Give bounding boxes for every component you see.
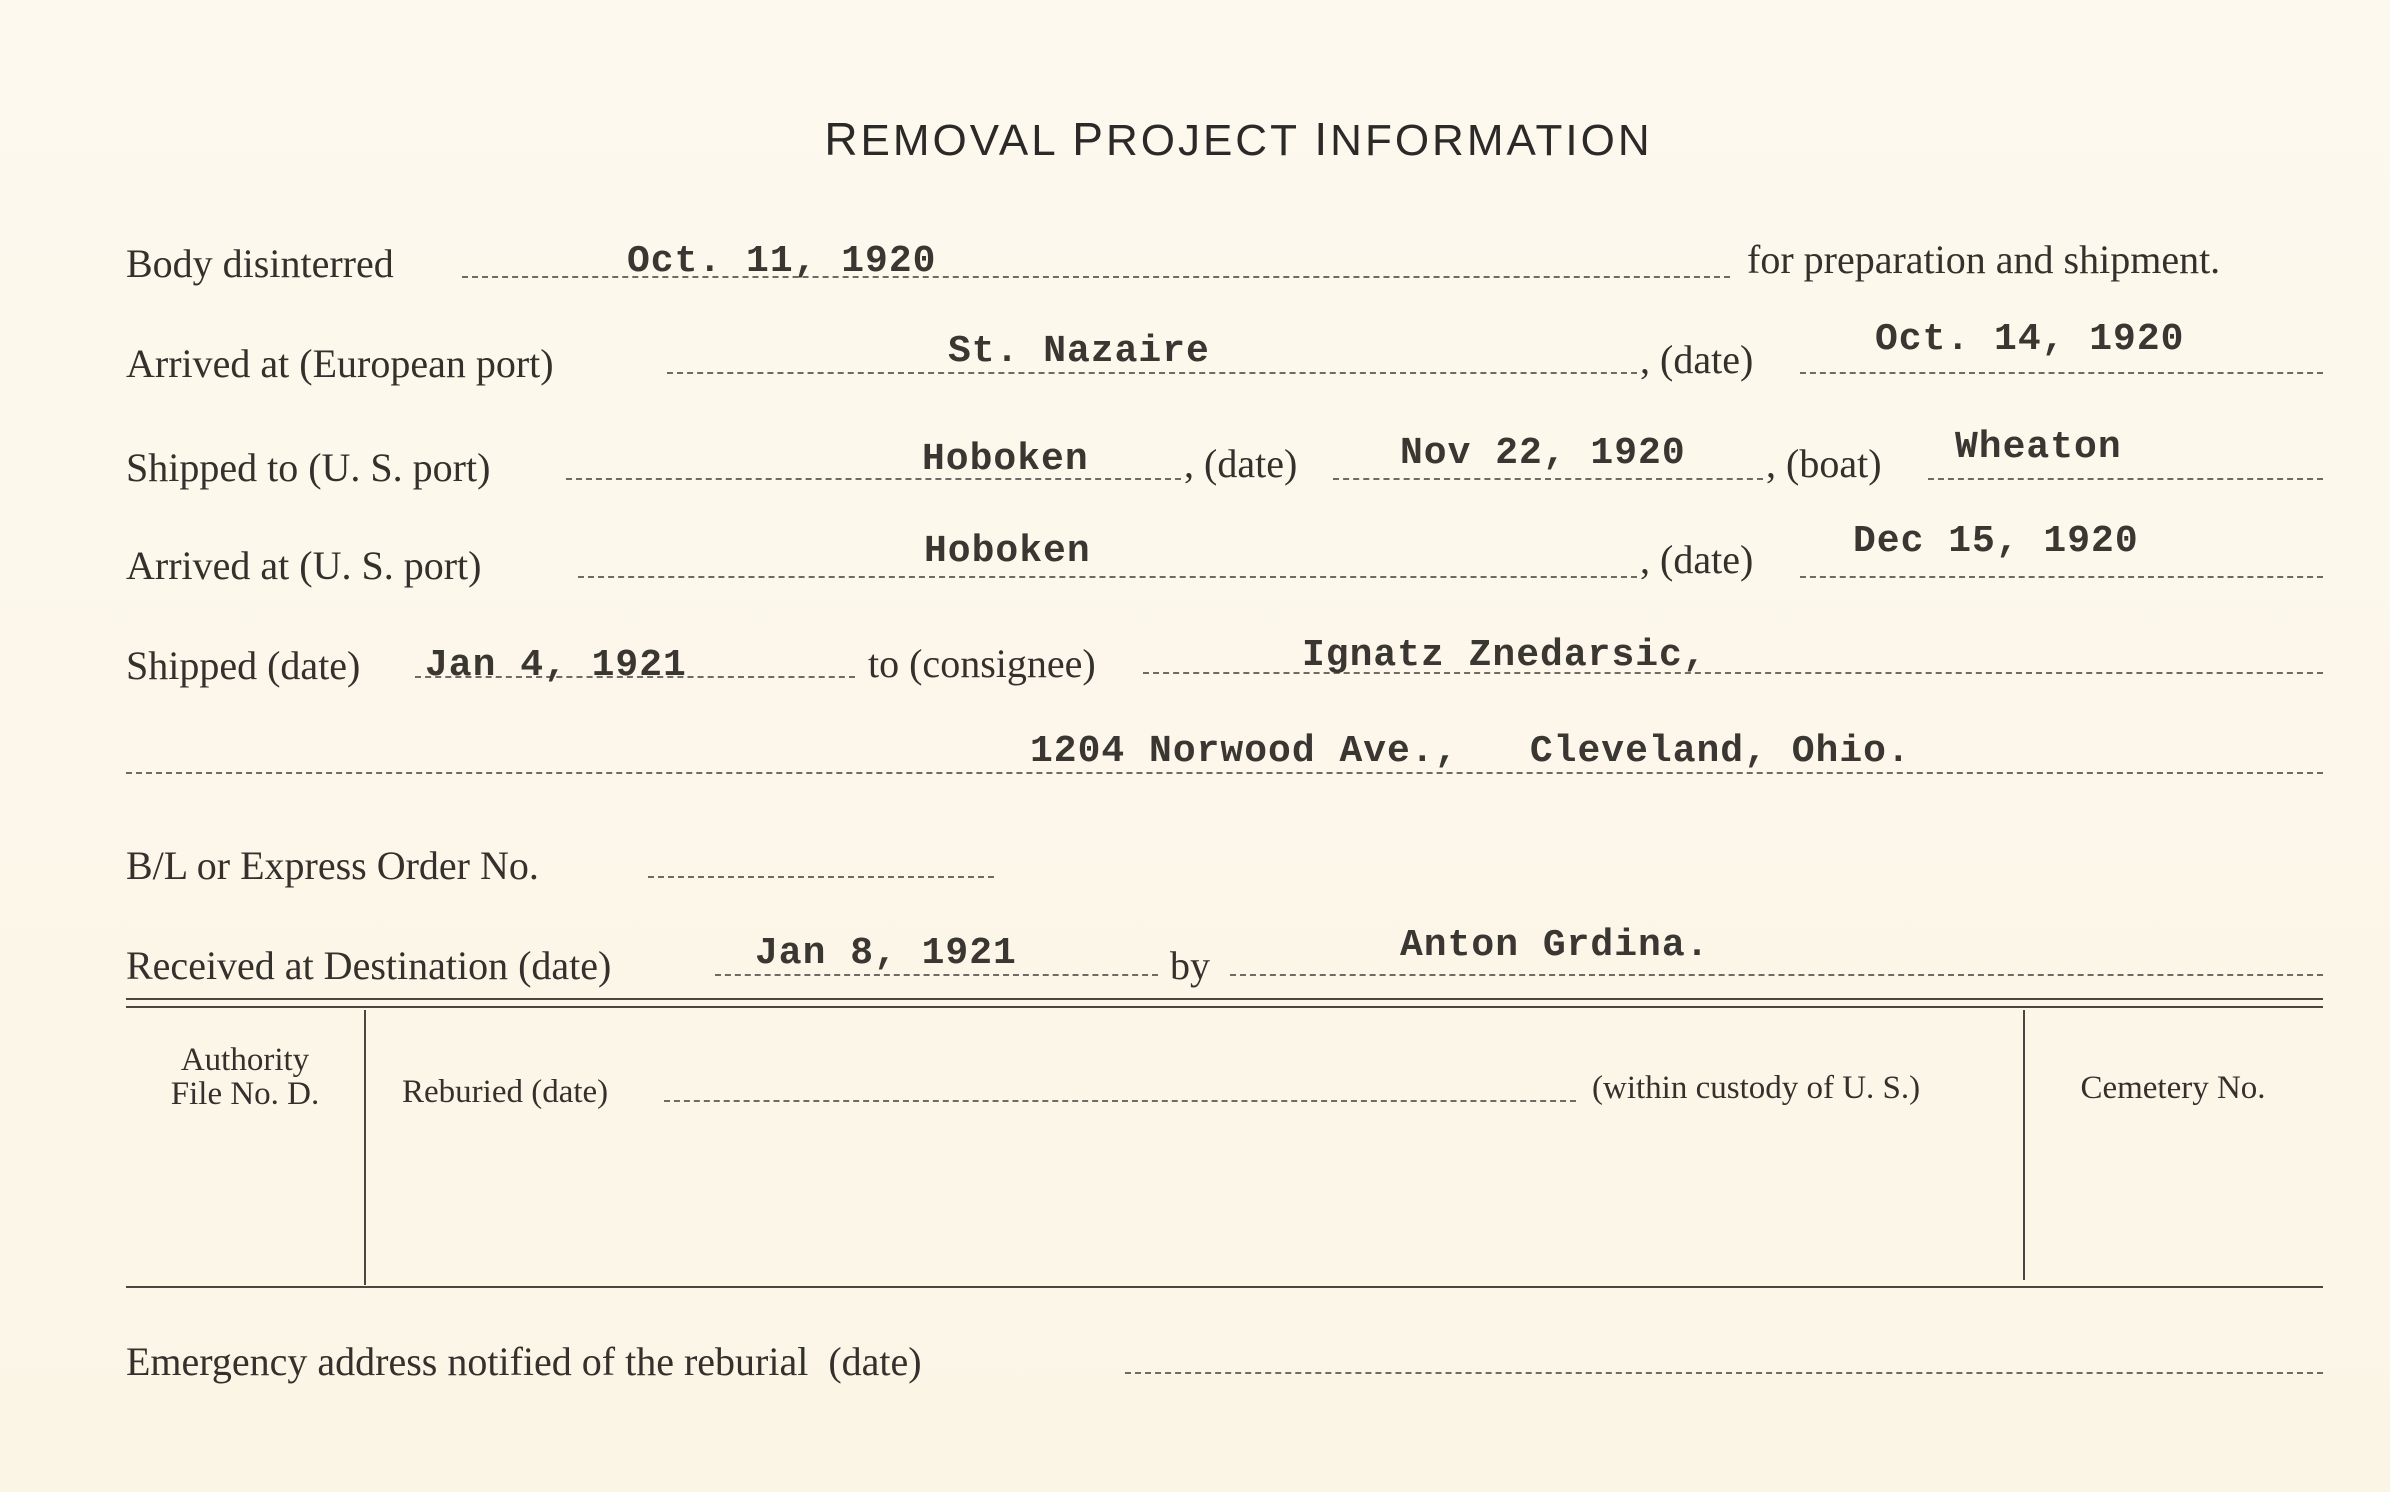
shipped-date-row-value: Jan 4, 1921 [425, 644, 687, 687]
shipped-us-value: Hoboken [922, 438, 1089, 481]
bl-line [648, 876, 994, 878]
table-divider-right [2023, 1010, 2025, 1280]
authority-label-1: Authority [180, 1042, 310, 1078]
emergency-line [1125, 1372, 2323, 1374]
authority-label-2: File No. D. [170, 1076, 320, 1112]
boat-value: Wheaton [1955, 426, 2122, 469]
arrived-us-label: Arrived at (U. S. port) [126, 543, 482, 588]
received-value: Jan 8, 1921 [755, 932, 1017, 975]
boat-label: , (boat) [1766, 441, 1882, 486]
received-label: Received at Destination (date) [126, 943, 612, 988]
title-initial: P [1072, 113, 1106, 165]
european-date-label: , (date) [1640, 337, 1754, 382]
custody-label: (within custody of U. S.) [1592, 1070, 1921, 1106]
card-title [0, 112, 2390, 166]
title-part: EMOVAL [860, 116, 1073, 165]
european-date-value: Oct. 14, 1920 [1875, 318, 2185, 361]
title-initial: R [824, 113, 861, 165]
reburied-label: Reburied (date) [402, 1074, 609, 1110]
reburied-line [664, 1100, 1576, 1102]
european-port-value: St. Nazaire [948, 330, 1210, 373]
disinterred-value: Oct. 11, 1920 [627, 240, 937, 283]
table-top-rule-1 [126, 998, 2323, 1000]
shipped-date-line [1333, 478, 1763, 480]
title-part: ROJECT [1105, 116, 1315, 165]
consignee-value: Ignatz Znedarsic, [1302, 634, 1707, 677]
shipped-date-value: Nov 22, 1920 [1400, 432, 1686, 475]
table-bottom-rule [126, 1286, 2323, 1288]
arrived-us-date-line [1800, 576, 2323, 578]
cemetery-label: Cemetery No. [2080, 1070, 2266, 1106]
table-divider-left [364, 1010, 366, 1285]
shipped-us-line [566, 478, 1181, 480]
emergency-label: Emergency address notified of the reburial (date) [126, 1339, 922, 1384]
consignee-address: 1204 Norwood Ave., Cleveland, Ohio. [1030, 730, 1911, 773]
disinterred-suffix: for preparation and shipment. [1747, 237, 2221, 282]
arrived-us-date-label: , (date) [1640, 537, 1754, 582]
boat-line [1928, 478, 2323, 480]
by-line [1230, 974, 2323, 976]
shipped-us-label: Shipped to (U. S. port) [126, 445, 491, 490]
table-top-rule-2 [126, 1006, 2323, 1008]
european-date-line [1800, 372, 2323, 374]
arrived-us-line [578, 576, 1637, 578]
arrived-us-date-value: Dec 15, 1920 [1853, 520, 2139, 563]
title-part: NFORMATION [1330, 116, 1653, 165]
consignee-label: to (consignee) [868, 641, 1096, 686]
arrived-us-value: Hoboken [924, 530, 1091, 573]
european-port-label: Arrived at (European port) [126, 341, 554, 386]
title-initial: I [1314, 113, 1331, 165]
shipped-date-row-label: Shipped (date) [126, 643, 361, 688]
shipped-date-label: , (date) [1184, 441, 1298, 486]
by-label: by [1170, 943, 1210, 988]
by-value: Anton Grdina. [1400, 924, 1710, 967]
disinterred-label: Body disinterred [126, 241, 394, 286]
bl-label: B/L or Express Order No. [126, 843, 539, 888]
